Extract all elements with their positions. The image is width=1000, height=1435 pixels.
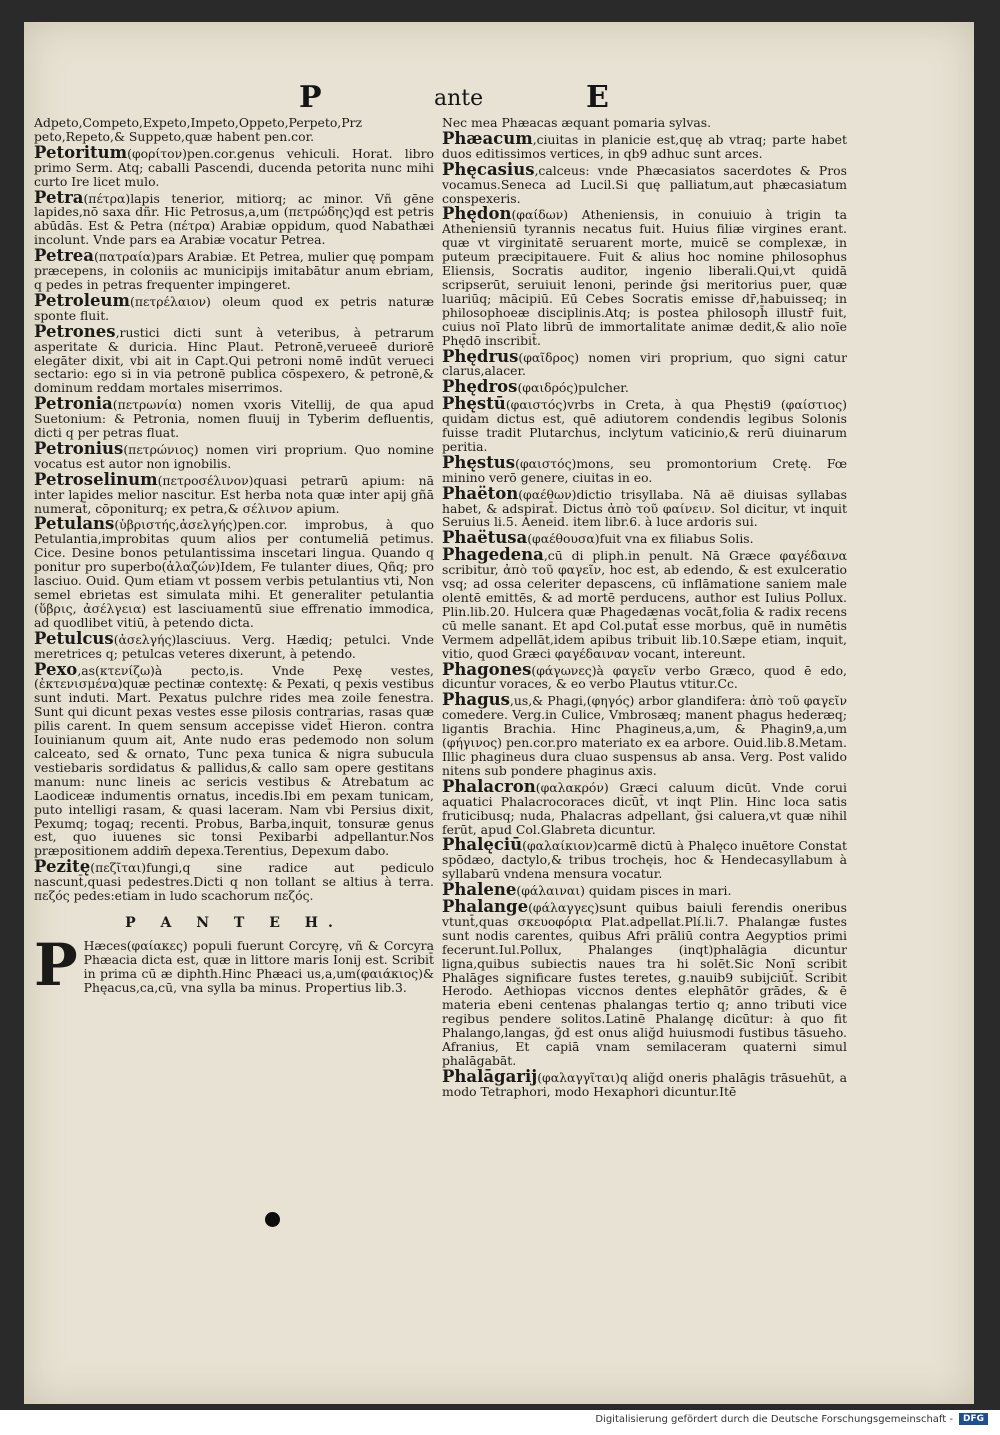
- entry-headword: Petrea: [34, 246, 94, 266]
- dictionary-entry: [442, 394, 847, 454]
- entry-text: (φάλαγγες)sunt quibus baiuli ferendis oneribus vtunt̄,quas σκευοφόρια Plat.adpellat.Plí.li.7. Phalangæ fustes sunt nodis carentes, quibus Afri prāliū contra Aegyptios primi fecerunt.Iul.Pollux, Phalanges (inqt)phalāgia dicuntur ligna,quibus subiectis naues tra hi solēt.Sic Nonī scribit Phalāges significare fustes teretes, g.nauib9 subijciūt̄. Scribit Herodo. Aethiopas viccnos dentes elephātōr grādes, & ē materia ebeni centenas phalangas tertio q; anno tributi vice regibus pendere solitos.Latinē Phalangę dicūtur: à quo fit Phalango,langas, ğd est onus aliğd huiusmodi fustibus tāsueho. Afranius, Et capiā vnam semilaceram quaterni simul phalāgabāt.: [442, 900, 847, 1068]
- digitization-footer: [595, 1413, 988, 1425]
- right-column: [442, 116, 847, 1226]
- dictionary-entry: [34, 469, 434, 516]
- section-title: P A N T E H.: [125, 914, 343, 931]
- entry-headword: Phalene: [442, 880, 517, 900]
- dictionary-entry: [34, 142, 434, 189]
- dictionary-entry: [34, 857, 434, 904]
- dictionary-entry: [442, 128, 847, 161]
- dictionary-entry: [442, 690, 847, 778]
- dictionary-entry: [34, 628, 434, 661]
- section-entry-text: Hæces(φαίακες) populi fuerunt Corcyrę, vñ & Corcyra Phæacia dicta est, quæ in littore maris Ionij est. Scribit̄ in prima cū æ diphth.Hinc Phæaci us,a,um(φαιάκιος)& Phęacus,ca,cū, vna sylla ba minus. Propertius lib.3.: [83, 937, 434, 995]
- dictionary-entry: [442, 776, 847, 837]
- entry-headword: Phędrus: [442, 346, 519, 366]
- dictionary-entry: [34, 394, 434, 441]
- dictionary-entry: [442, 880, 847, 900]
- dictionary-entry: [442, 1066, 847, 1099]
- entry-headword: Phęstū: [442, 394, 506, 414]
- dictionary-entry: [442, 204, 847, 348]
- right-column-intro: Nec mea Phæacas æquant pomaria sylvas.: [442, 116, 712, 130]
- entry-text: ,rustici dicti sunt à veteribus, à petrarum asperitate & duricia. Hinc Plaut. Petronē,verueeē duriorē elegāter dixit, vbi ait in Capt.Qui petroni nomē indūt verueci sectario: ego si in via petronē publica cōspexero, & petronē,& dominum reddam mortales miserrimos.: [34, 324, 434, 396]
- entry-headword: Phalęciū: [442, 835, 523, 855]
- entry-headword: Petronia: [34, 394, 113, 414]
- dictionary-entry: [34, 246, 434, 292]
- entry-text: (φορίτον)pen.cor.genus vehiculi. Horat. libro primo Serm. Atq; caballi Pascendi, ducenda petorita nunc mihi curto Ire licet mulo.: [34, 145, 434, 189]
- entry-text: (πέτρα)lapis tenerior, mitiorq; ac minor. Vñ gēne lapides,nō saxa dñr. Hic Petrosus,a,um (πετρώδης)qd est petris abūdās. Est & Petra (πέτρα) Arabiæ oppidum, quod Nabathæi incolunt. Vnde pars ea Arabiæ vocatur Petrea.: [34, 190, 434, 248]
- entry-headword: Phagus: [442, 690, 510, 710]
- right-entries: [442, 128, 847, 1099]
- entry-text: (πετρωνία) nomen vxoris Vitellij, de qua apud Suetonium: & Petronia, nomen fluuij in Tyberim defluentis, dicti q per petras fluat.: [34, 397, 434, 441]
- entry-headword: Phalāgarij: [442, 1066, 538, 1086]
- entry-text: (φαλαγγῖται)q aliğd oneris phalāgis trāsuehūt, a modo Tetraphori, modo Hexaphori dicuntur.Itē: [442, 1069, 847, 1099]
- entry-headword: Phagedena: [442, 545, 544, 565]
- dictionary-entry: [34, 514, 434, 630]
- dropcap-letter: P: [34, 930, 78, 999]
- header-letter-right: E: [586, 80, 609, 115]
- entry-text: (φάγωνες)à φαγεῖν verbo Græco, quod ē edo, dicuntur voraces, & eo verbo Plautus vtitur.Cc.: [442, 662, 847, 692]
- entry-text: (φαιστός)mons, seu promontorium Cretę. Fœ minino verō genere, ciuitas in eo.: [442, 455, 847, 485]
- dictionary-entry: [34, 321, 434, 396]
- entry-text: (φαλακρόν) Græci caluum dicūt. Vnde corui aquatici Phalacrocoraces dicūt̄, vt inqt Plin. Hinc loca satis fruticibusq; nuda, Phalacras adpellant, ğsi caluera,vt quæ nihil ferūt, apud Col.Glabreta dicuntur.: [442, 779, 847, 837]
- entry-text: ,calceus: vnde Phæcasiatos sacerdotes & Pros vocamus.Seneca ad Lucil.Si quę palliatum,aut phæcasiatum conspexeris.: [442, 162, 847, 206]
- entry-headword: Petoritum: [34, 142, 128, 162]
- entry-text: (φαίδων) Atheniensis, in conuiuio à trigin ta Atheniensiū tyrannis necatus fuit. Huius filiæ virgines erant. quæ vt virginitatē seruarent morte, muicē se complexæ, in puteum præcipitauere. Fuit & alius hoc nomine philosophus Eliensis, Socratis auditor, ingenio liberali.Qui,vt quidā scripserūt, seruiuit lenoni, perinde ğsi meritorius puer, quæ luariūq; mācipiū. Eū Cebes Socratis emisse dr̄,habuisseq; in philosophoeæ disciplinis.Atq; is postea philosoph̄ illustr̄ fuit, cuius noī Plato librū de immortalitate animæ dedit,& alio noīe Phędō inscribit̄.: [442, 207, 847, 348]
- entry-text: (πετρώνιος) nomen viri proprium. Quo nomine vocatus est autor non ignobilis.: [34, 441, 434, 471]
- entry-headword: Phędros: [442, 377, 518, 397]
- ink-blot-mark: [265, 1212, 280, 1227]
- entry-text: ,as(κτενίζω)à pecto,is. Vnde Pexę vestes,(ἐκτενισμένα)quæ pectinæ contextę: & Pexati, q pexis vestibus sunt induti. Mart. Pexatus pulchre rides mea zoile fenestra. Sunt qui dicunt pexas vestes esse pilosis contrarias, rasas quæ pilis carent. In quem sensum accepisse videt̄ Hieron. contra Iouinianum quum ait, Ante nudo eras pedemodo non solum calceato, sed & ornato, Tunc pexa tunica & nigra subucula vestiebaris sordidatus & pallidus,& callo sam opere gestitans manum: nunc lineis ac sericis vestibus & Atrebatum ac Laodiceæ indumentis ornatus, incedis.Ibi em pexam tunicam, puto intelligi rasam, & quasi laceram. Nam vbi Persius dixit, Pexumq; togaq; recenti. Probus, Barba,inquit, tonsuræ genus est, quo iuuenes sic tonsi Pexibarbi adpellantur.Nos præpositionem addim̄ depexa.Terentius, Depexum dabo.: [34, 662, 434, 859]
- dictionary-entry: [442, 452, 847, 485]
- entry-headword: Petronius: [34, 438, 124, 458]
- entry-headword: Petra: [34, 187, 84, 207]
- dictionary-entry: [442, 483, 847, 530]
- entry-headword: Pezitę: [34, 857, 91, 877]
- dictionary-entry: [442, 528, 847, 548]
- entry-headword: Phędon: [442, 204, 512, 224]
- entry-text: (πατραία)pars Arabiæ. Et Petrea, mulier quę pompam præcepens, in coloniis ac municipijs imitabātur anum ebriam, q pedes in petras frequenter impingeret.: [34, 249, 434, 292]
- entry-headword: Phęcasius: [442, 159, 535, 179]
- book-page: [24, 22, 974, 1404]
- entry-text: ,us,& Phagi,(φηγός) arbor glandifera: ἀπὸ τοῦ φαγεῖν comedere. Verg.in Culice, Vmbrosæq; manent phagus hederæq; ligantis Brachia. Hinc Phagineus,a,um, & Phagin9,a,um (φήγινος) pen.cor.pro materiato ex ea arbore. Ouid.lib.8.Metam. Illic phagineus dura cluao suspensus ab ansa. Verg. Post valido nitens sub pondere phaginus axis.: [442, 693, 847, 778]
- entry-text: ,cū di pliph.in penult. Nā Græce φαγέδαινα scribitur, ἀπὸ τοῦ φαγεῖν, hoc est, ab edendo, & est exulceratio vsq; ad ossa celeriter depascens, cū inflāmatione saniem male olentē emittēs, & ad mortē perducens, author est Iulius Pollux. Plin.lib.20. Hulcera quæ Phagedænas vocāt,folia & radix recens cū melle sanant. Et apd Col.putat̄ esse morbus, quē in numētis Vermem adpellāt,idem apibus tribuit lib.10.Sæpe etiam, inquit, vitio, quod Græci φαγέδαιναν vocant, intereunt.: [442, 548, 847, 661]
- header-word-middle: ante: [434, 86, 484, 111]
- entry-headword: Phagones: [442, 659, 532, 679]
- dictionary-entry: [442, 659, 847, 692]
- entry-headword: Petulans: [34, 514, 115, 534]
- entry-text: (φαλαίκιον)carmē dictū à Phalęco inuētore Constat spōdæo, dactylo,& tribus trochęis, hoc & Hendecasyllabum à syllabarū vndena mensura vocatur.: [442, 838, 847, 882]
- entry-text: (φαῖδρος) nomen viri proprium, quo signi catur clarus,alacer.: [442, 349, 847, 379]
- dictionary-entry: [442, 545, 847, 661]
- left-entries: [34, 142, 434, 904]
- entry-headword: Phalacron: [442, 776, 536, 796]
- entry-headword: Petroleum: [34, 290, 131, 310]
- entry-headword: Phaëtusa: [442, 528, 528, 548]
- entry-text: (πεζῖται)fungi,q sine radice aut pediculo nascunt̄,quasi pedestres.Dicti q non tollant se altius à terra. πεζός pedes:etiam in ludo scachorum πεζός.: [34, 860, 434, 904]
- entry-text: (πετροσέλινον)quasi petrarū apium: nā inter lapides melior nascitur. Est herba nota quæ inter apij gñā numerat̄, cōponiturq; ex petra,& σέλινον apium.: [34, 472, 434, 516]
- dictionary-entry: [442, 835, 847, 882]
- entry-headword: Pexo: [34, 659, 78, 679]
- dictionary-entry: [34, 187, 434, 248]
- entry-text: (φαέθουσα)fuit vna ex filiabus Solis.: [527, 531, 754, 547]
- entry-text: (ἀσελγής)lasciuus. Verg. Hædiq; petulci. Vnde meretrices q; petulcas veteres dixerunt, à petendo.: [34, 631, 434, 661]
- entry-text: (φαιστός)vrbs in Creta, à qua Phęsti9 (φαίστιος) quidam dictus est, quē adiutorem condendis legibus Solonis fuisse tradit Plutarchus, inclytum vaticinio,& rerū diuinarum peritia.: [442, 397, 847, 454]
- entry-text: (φαέθων)dictio trisyllaba. Nā aë diuisas syllabas habet, & adspirat̄. Dictus ἀπὸ τοῦ φαίνειν. Sol dicitur, vt inquit Seruius li.5. Aeneid. item libr.6. à luce ardoris sui.: [442, 486, 847, 530]
- entry-text: (φαιδρός)pulcher.: [517, 380, 629, 396]
- entry-headword: Petrones: [34, 321, 116, 341]
- dictionary-entry: [442, 346, 847, 379]
- dictionary-entry: [34, 438, 434, 471]
- entry-text: (φάλαιναι) quidam pisces in mari.: [516, 883, 732, 899]
- header-letter-left: P: [299, 80, 322, 115]
- dictionary-entry: [442, 159, 847, 206]
- entry-text: (ὑβριστής,ἀσελγής)pen.cor. improbus, à quo Petulantia,improbitas quum alios per contumeliā petimus. Cice. Desine bonos petulantissima inscetari lingua. Quando q ponitur pro superbo(ἀλαζών)Idem, Fe tulanter diues, Qñq; pro lasciuo. Ouid. Qum etiam vt possem verbis petulantius vti, Non semel ebrietas est simulata mihi. Et generaliter petulantia (ὕβρις, ἀσέλγεια) est lasciuamentū siue effrenatio immodica, ad quodlibet vitiū, à petendo dicta.: [34, 517, 434, 630]
- footer-credit-text: Digitalisierung gefördert durch die Deutsche Forschungsgemeinschaft -: [595, 1413, 953, 1425]
- dictionary-entry: [442, 897, 847, 1068]
- running-header: [24, 80, 974, 120]
- dictionary-entry: [34, 290, 434, 323]
- entry-headword: Petroselinum: [34, 469, 158, 489]
- entry-text: ,ciuitas in planicie est,quę ab vtraq; parte habet duos editissimos vertices, in qb9 adhuc sunt arces.: [442, 131, 847, 161]
- entry-headword: Petulcus: [34, 628, 114, 648]
- entry-text: (πετρέλαιον) oleum quod ex petris naturæ sponte fluit.: [34, 293, 434, 323]
- dictionary-entry: [34, 659, 434, 859]
- entry-headword: Phæacum: [442, 128, 533, 148]
- dictionary-entry: [442, 377, 847, 397]
- dfg-logo: DFG: [959, 1413, 988, 1425]
- left-column-intro: Adpeto,Competo,Expeto,Impeto,Oppeto,Perpeto,Prz peto,Repeto,& Suppeto,quæ habent pen.cor.: [34, 116, 363, 144]
- entry-headword: Phaëton: [442, 483, 519, 503]
- section-entry: [34, 930, 434, 999]
- left-column: [34, 116, 434, 1196]
- entry-headword: Phalange: [442, 897, 529, 917]
- entry-headword: Phęstus: [442, 452, 516, 472]
